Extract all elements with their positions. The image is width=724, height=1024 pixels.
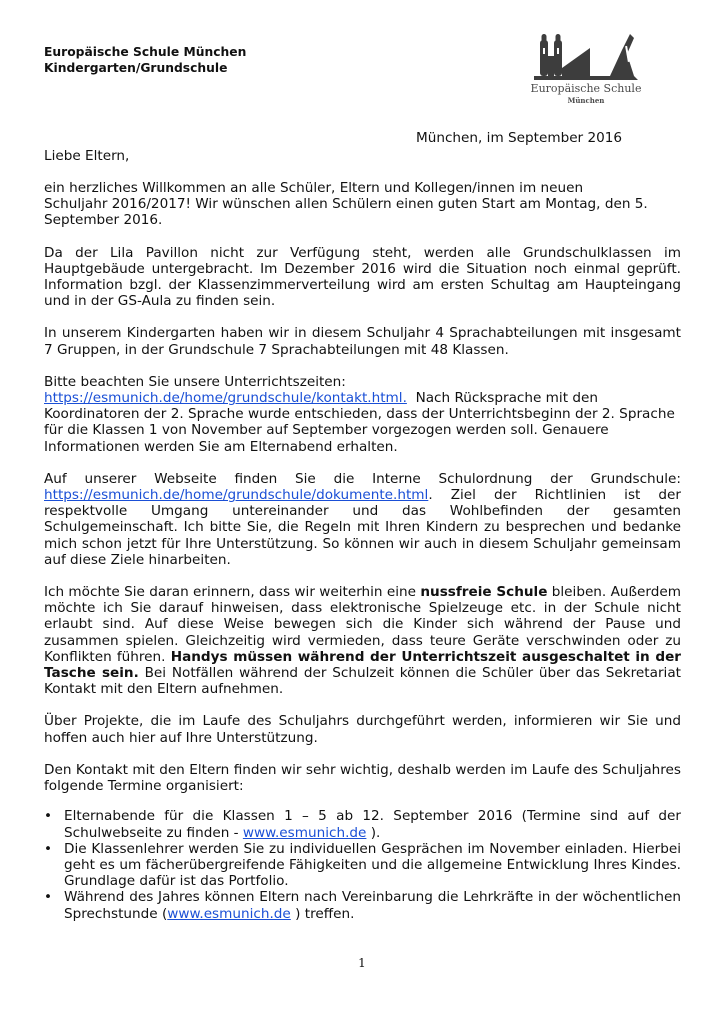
bullet-icon: • xyxy=(44,808,53,825)
nut-free-text-1: Ich möchte Sie daran erinnern, dass wir weiterhin eine xyxy=(44,584,421,601)
bullet-end-1: ). xyxy=(366,824,381,841)
paragraph-projects: Über Projekte, die im Laufe des Schuljahrs durchgeführt werden, informieren wir Sie und hoffen auch hier auf Ihre Unterstützung. xyxy=(44,713,681,746)
bullet-end-3: ) treffen. xyxy=(290,905,355,922)
rules-text: . Ziel der Richtlinien ist der respektvolle Umgang untereinander und das Wohlbefinden der gesamten Schulgemeinschaft. Ich bitte Sie, die Regeln mit Ihren Kindern zu besprechen und bedanke mich schon jetzt für Ihre Unterstützung. So können wir auch in diesem Schuljahr gemeinsam auf diese Ziele hinarbeiten. xyxy=(44,487,681,568)
school-name: Europäische Schule München xyxy=(44,45,247,59)
paragraph-welcome xyxy=(44,180,681,229)
welcome-line-1: ein herzliches Willkommen an alle Schüler, Eltern und Kollegen/innen im neuen xyxy=(44,180,584,196)
school-header xyxy=(44,44,246,76)
logo-city-text: München xyxy=(567,96,605,105)
paragraph-contact: Den Kontakt mit den Eltern finden wir sehr wichtig, deshalb werden im Laufe des Schuljahres folgende Termine organisiert: xyxy=(44,761,681,795)
welcome-line-3: September 2016. xyxy=(44,212,163,229)
phones-bold: Handys müssen während der Unterrichtszeit ausgeschaltet in der Tasche sein. xyxy=(44,648,681,682)
nut-free-text-3: Bei Notfällen während der Schulzeit können die Schüler über das Sekretariat Kontakt mit den Eltern aufnehmen. xyxy=(44,665,681,698)
website-link-2[interactable]: www.esmunich.de xyxy=(167,905,291,922)
school-logo xyxy=(530,28,642,108)
bullet-text-3: Während des Jahres können Eltern nach Vereinbarung die Lehrkräfte in der wöchentlichen Sprechstunde ( xyxy=(64,889,681,922)
list-item xyxy=(44,808,681,841)
school-department: Kindergarten/Grundschule xyxy=(44,61,228,75)
letter-body xyxy=(44,180,681,922)
rules-intro: Auf unserer Webseite finden Sie die Interne Schulordnung der Grundschule: xyxy=(44,470,681,487)
bullet-text-2: Die Klassenlehrer werden Sie zu individuellen Gesprächen im November einladen. Hierbei geht es um fächerübergreifende Fähigkeiten und die allgemeine Entwicklung Ihres Kindes. Grundlage dafür ist das Portfolio. xyxy=(64,840,681,890)
welcome-line-2: Schuljahr 2016/2017! Wir wünschen allen Schülern einen guten Start am Montag, den 5. xyxy=(44,196,648,213)
paragraph-nut-free xyxy=(44,584,681,697)
logo-name-text: Europäische Schule xyxy=(530,82,642,95)
page-number: 1 xyxy=(358,956,366,970)
nut-free-text-2: bleiben. Außerdem möchte ich Sie darauf hinweisen, dass elektronische Spielzeuge etc. in der Schule nicht erlaubt sind. Auf diese Weise bewegen sich die Kinder sich während der Pause und zusammen spielen. Gleichzeitig wird vermieden, dass teure Geräte verschwinden oder zu Konflikten führen. xyxy=(44,584,681,665)
bullet-text-1: Elternabende für die Klassen 1 – 5 ab 12. September 2016 (Termine sind auf der Schulwebseite zu finden - xyxy=(64,808,681,841)
events-list xyxy=(44,808,681,921)
bullet-icon: • xyxy=(44,840,53,857)
website-link-1[interactable]: www.esmunich.de xyxy=(242,824,367,841)
paragraph-school-rules xyxy=(44,471,681,568)
list-item xyxy=(44,889,681,922)
schedule-intro: Bitte beachten Sie unsere Unterrichtszeiten: xyxy=(44,373,346,390)
paragraph-pavilion: Da der Lila Pavillon nicht zur Verfügung steht, werden alle Grundschulklassen im Hauptgebäude untergebracht. Im Dezember 2016 wird die Situation noch einmal geprüft. Information bzgl. der Klassenzimmerverteilung wird am ersten Schultag am Haupteingang und in der GS-Aula zu finden sein. xyxy=(44,244,681,310)
letter-date: München, im September 2016 xyxy=(416,130,623,146)
paragraph-schedule xyxy=(44,374,681,455)
paragraph-kindergarten: In unserem Kindergarten haben wir in diesem Schuljahr 4 Sprachabteilungen mit insgesamt 7 Gruppen, in der Grundschule 7 Sprachabteilungen mit 48 Klassen. xyxy=(44,325,681,358)
documents-link[interactable]: https://esmunich.de/home/grundschule/dokumente.html xyxy=(44,487,429,504)
greeting: Liebe Eltern, xyxy=(44,148,130,164)
contact-link[interactable]: https://esmunich.de/home/grundschule/kontakt.html. xyxy=(44,390,407,407)
bullet-icon: • xyxy=(44,889,53,906)
schedule-text-2: Koordinatoren der 2. Sprache wurde entschieden, dass der Unterrichtsbeginn der 2. Sprache für die Klassen 1 von November auf September vorgezogen werden soll. Genauere Informationen werden Sie am Elternabend erhalten. xyxy=(44,406,675,455)
list-item xyxy=(44,840,681,890)
schedule-text-1: Nach Rücksprache mit den xyxy=(415,390,598,407)
nut-free-bold: nussfreie Schule xyxy=(420,584,548,601)
